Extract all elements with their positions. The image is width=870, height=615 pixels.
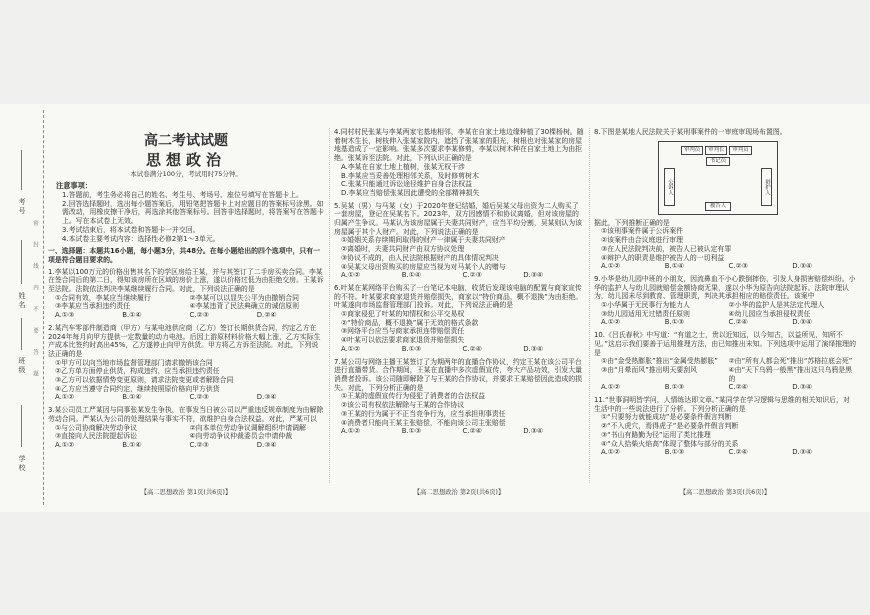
- answer-choice: D.③④: [792, 448, 813, 457]
- question-2: [48, 324, 324, 402]
- answer-choice: C.②③: [189, 311, 209, 320]
- statement-option: ①商家侵犯了叶某的知情权和公平交易权: [341, 310, 465, 319]
- statement-option: ①婚姻关系存续期间取得的财产一律属于夫妻共同财产: [341, 236, 506, 245]
- answer-choice: D.③④: [256, 393, 277, 402]
- statement-option: ④“众人拾柴火焰高”体现了整体与部分的关系: [601, 439, 739, 448]
- class-blank: [21, 318, 22, 350]
- answer-choice: D.李某应当赔偿张某因此遭受的全部精神损失: [341, 188, 480, 197]
- prosecutor-box: 公诉人: [664, 168, 675, 206]
- question-stem: 3.某公司员工严某因与同事张某发生争执，在事发当日被公司以严重违反规章制度为由解除劳动合同。严某认为公司的处理结果与事实不符，欲维护自身合法权益。对此，严某可以: [48, 406, 324, 423]
- statement-option: ②李某可以以显失公平为由撤销合同: [189, 293, 300, 302]
- page-3-column: [594, 128, 856, 461]
- notice-item: 4.本试卷主要考试内容：选择性必修2第1～3单元。: [62, 234, 220, 243]
- question-9: [594, 275, 856, 327]
- judges-bench: [681, 146, 752, 155]
- answer-choice: D.③④: [523, 271, 544, 280]
- answer-choices: [48, 311, 324, 320]
- question-stem: 5.吴某（男）与马某（女）于2020年登记结婚，婚后吴某父母出资为二人购买了一套房屋，登记在吴某名下。2023年，双方因感情不和协议离婚，但对该房屋的归属产生争议。马某认为该房屋属于夫妻共同财产，应当平均分割，吴某则认为该房屋属于其个人财产。对此，下列说法正确的是: [334, 201, 583, 236]
- answer-choice: B.①④: [664, 262, 685, 271]
- answer-choice: C.②④: [462, 344, 482, 353]
- clerk-box: 书记员: [706, 157, 730, 166]
- answer-choices: [594, 318, 856, 327]
- answer-choice: A.①③: [55, 311, 75, 320]
- question-7: [334, 358, 584, 436]
- answer-choice: C.②④: [728, 383, 748, 392]
- statement-option: ④向劳动争议仲裁委员会申请仲裁: [189, 432, 293, 441]
- statement-option: ②该公司有权依法解除与王某的合作协议: [341, 401, 465, 410]
- answer-choices: [594, 383, 856, 392]
- statement-options: [594, 357, 856, 383]
- statement-option: ②“特价商品，概不退换”属于无效的格式条款: [341, 318, 479, 327]
- answer-choice: B.①④: [122, 440, 142, 449]
- notice-item: 3.考试结束后，将本试卷和答题卡一并交回。: [62, 225, 200, 234]
- statement-options: [334, 236, 584, 271]
- question-10: [594, 331, 856, 392]
- answer-choice: A.①②: [601, 448, 621, 457]
- answer-choices: [594, 448, 856, 457]
- notice-item: 2.回答选择题时，选出每小题答案后，用铅笔把答题卡上对应题目的答案标号涂黑。如需改动，用橡皮擦干净后，再选涂其他答案标号。回答非选择题时，将答案写在答题卡上。写在本试卷上无效。: [62, 199, 324, 226]
- statement-option: ③协议不成的，由人民法院根据财产的具体情况判决: [341, 253, 499, 262]
- answer-choice: A.①②: [601, 262, 621, 271]
- answer-choices: [334, 271, 584, 280]
- answer-choice: C.②④: [728, 318, 748, 327]
- presiding-judge-box: 审判长: [705, 146, 727, 155]
- answer-choice: C.②④: [728, 448, 748, 457]
- class-label: 班级: [18, 357, 26, 375]
- statement-options: [594, 227, 856, 262]
- exam-subject: 思想政治: [145, 151, 226, 169]
- statement-option: ①王某的虚假宣传行为侵犯了消费者的合法权益: [341, 392, 485, 401]
- answer-choice: B.①④: [122, 311, 142, 320]
- answer-choice: B.①④: [401, 271, 422, 280]
- statement-option: ③直接向人民法院提起诉讼: [55, 432, 137, 441]
- answer-choice: A.①②: [601, 318, 621, 327]
- question-1: [48, 268, 324, 320]
- exam-number-label: 考号: [18, 198, 26, 216]
- answer-choice: D.③④: [523, 427, 544, 436]
- statement-option: ①与公司协商解决劳动争议: [55, 423, 137, 432]
- question-8: [594, 128, 856, 271]
- school-label: 学校: [18, 455, 26, 473]
- answer-choices: [334, 427, 584, 436]
- question-prompt: 据此，下列推断正确的是: [594, 218, 670, 227]
- statement-option: ③乙方可以依据情势变更原则，请求法院变更或者解除合同: [55, 376, 234, 385]
- statement-option: ②小华的监护人是其法定代理人: [728, 301, 825, 310]
- answer-choice: A.李某在自家土地上植树，张某无权干涉: [341, 162, 465, 171]
- statement-options: [48, 424, 324, 441]
- statement-option: ③在人民法院判决前，被告人已被认定有罪: [601, 244, 732, 253]
- statement-option: ②“不入虎穴，焉得虎子”是必要条件假言判断: [601, 422, 739, 431]
- notice-item: 1.答题前，考生务必将自己的姓名、考生号、考场号、座位号填写在答题卡上。: [62, 191, 303, 199]
- answer-choice: A.①②: [341, 427, 361, 436]
- answer-choice: C.张某只能通过诉讼途径维护自身合法权益: [341, 180, 473, 189]
- notice-heading: 注意事项：: [56, 181, 92, 190]
- question-5: [334, 202, 584, 280]
- statement-option: ②由“所有人都会死”推出“苏格拉底会死”: [728, 357, 853, 366]
- answer-choices: [48, 441, 324, 450]
- question-4: [334, 128, 584, 198]
- answer-choice: C.②④: [462, 427, 482, 436]
- statement-option: ③李某应当承担违约责任: [55, 302, 131, 311]
- exam-title: 高二考试试题: [144, 133, 228, 149]
- answer-choice: B.①③: [664, 383, 685, 392]
- student-name-label: 姓名: [18, 292, 26, 310]
- statement-option: ④吴某父母出资购买的房屋应当视为对马某个人的赠与: [341, 262, 506, 271]
- answer-choice: B.①③: [664, 448, 685, 457]
- answer-choice: D.②④: [256, 311, 277, 320]
- answer-choice: B.①③: [401, 427, 422, 436]
- statement-option: ②向本单位劳动争议调解组织申请调解: [189, 423, 306, 432]
- statement-options: [334, 310, 584, 345]
- statement-option: ④幼儿园应当承担侵权责任: [728, 309, 811, 318]
- statement-option: ④乙方应当遵守合同约定，继续按照原价格向甲方供货: [55, 384, 220, 393]
- student-name-blank: [21, 240, 22, 284]
- section-heading: 一、选择题：本题共16小题，每小题3分，共48分。在每小题给出的四个选项中，只有一项是符合题目要求的。: [48, 247, 321, 264]
- statement-option: ④由“天下乌鸦一般黑”推出这只乌鸦是黑的: [728, 365, 853, 383]
- statement-option: ①“只要努力就能成功”是必要条件假言判断: [601, 413, 732, 422]
- statement-options: [48, 359, 324, 394]
- question-3: [48, 406, 324, 450]
- answer-choice: A.①②: [601, 383, 621, 392]
- answer-choices: [48, 393, 324, 402]
- statement-options: [48, 294, 324, 311]
- question-stem: 8.下图是某地人民法院关于某刑事案件的一审庭审现场布置图。: [594, 128, 787, 136]
- answer-choice: B.李某应当妥善处理相邻关系，及时修剪树木: [341, 171, 479, 180]
- question-stem: 4.同村村民张某与李某两家宅基地相邻，李某在自家土地边缘种植了30棵杨树。随着树木生长，树枝伸入张某家院内，遮挡了张某家的阳光，树根也对张某家的房屋地基造成了一定影响。张某多次要求李某修剪，李某以树木种在自家土地上为由拒绝。张某诉至法院。对此，下列认识正确的是: [334, 128, 584, 163]
- answer-choice: D.③④: [792, 262, 813, 271]
- seal-line-notice: 密封线内不要答题: [32, 220, 38, 392]
- exam-number-blank: [21, 150, 22, 190]
- answer-choice: D.③④: [256, 440, 277, 449]
- statement-option: ①甲方可以向当地市场监督管理部门请求撤销该合同: [55, 358, 213, 367]
- question-6: [334, 284, 584, 354]
- answer-choice: D.③④: [792, 318, 813, 327]
- answer-choice: B.①③: [664, 318, 685, 327]
- judge-box: 审判员: [729, 146, 751, 155]
- answer-choice: C.②③: [728, 262, 748, 271]
- school-blank: [21, 405, 22, 447]
- question-stem: 2.某汽车零部件制造商（甲方）与某电池供应商（乙方）签订长期供货合同，约定乙方在2024年每月向甲方提供一定数量的动力电池。后因上游原材料价格大幅上涨，乙方实际生产成本比签约时高出45%，乙方遂停止向甲方供货。甲方将乙方诉至法院。对此，下列说法正确的是: [48, 323, 321, 358]
- answer-choice: A.①②: [341, 344, 361, 353]
- statement-option: ②该案件由合议庭进行审理: [601, 236, 683, 245]
- answer-choice: C.②③: [462, 271, 482, 280]
- question-stem: 1.李某以100万元的价格出售其名下的学区房给王某，并与其签订了二手房买卖合同。李某在签合同后的第二日，得知该房所在区域的房价上涨，遂以价格过低为由拒绝交房。王某诉至法院。法院依法判决李某继续履行合同。对此，下列说法正确的是: [48, 267, 324, 294]
- statement-option: ②乙方单方面停止供货，构成违约，应当承担违约责任: [55, 367, 220, 376]
- answer-choice: B.①④: [122, 393, 142, 402]
- statement-option: ④叶某可以依法要求商家退货并赔偿损失: [341, 336, 465, 345]
- statement-options: [334, 392, 584, 427]
- answer-choice: C.②③: [189, 393, 209, 402]
- page-footer: 【高二思想政治 第2页(共6页)】: [413, 489, 505, 496]
- statement-options: [594, 301, 856, 318]
- statement-option: ①小华属于无民事行为能力人: [601, 301, 690, 310]
- statement-option: ③由“月晕而风”推出明天要刮风: [601, 365, 698, 374]
- statement-option: ①合同有效，李某应当继续履行: [55, 293, 151, 302]
- statement-option: ④消费者只能向王某主张赔偿，不能向该公司主张赔偿: [341, 418, 506, 427]
- statement-option: ④李某违背了民法典确立的诚信原则: [189, 302, 300, 311]
- answer-choice: A.①②: [55, 440, 75, 449]
- question-stem: 7.某公司与网络主播王某签订了为期两年的直播合作协议，约定王某在该公司平台进行直播带货。合作期间，王某在直播中多次虚假宣传，夸大产品功效，引发大量消费者投诉。该公司随即解除了与王某的合作协议，并要求王某赔偿因此造成的损失。对此，下列分析正确的是: [334, 357, 583, 392]
- answer-choice: D.③④: [523, 344, 544, 353]
- answer-choice: C.②③: [189, 440, 209, 449]
- answer-choice: A.①②: [341, 271, 361, 280]
- question-stem: 11.“世事洞明皆学问，人情练达即文章。”某同学在学习逻辑与思维的相关知识后，对生活中的一些说法进行了分析。下列分析正确的是: [594, 396, 850, 413]
- page-footer: 【高二思想政治 第3页(共6页)】: [679, 489, 771, 496]
- question-stem: 6.叶某在某网络平台购买了一台笔记本电脑，收货后发现该电脑的配置与商家宣传的不符。叶某要求商家退货并赔偿损失，商家以“特价商品，概不退换”为由拒绝。叶某遂向市场监督管理部门投诉。对此，下列说法正确的是: [334, 283, 583, 310]
- answer-choice: B.①③: [401, 344, 422, 353]
- statement-options: [594, 413, 856, 448]
- statement-option: ④辩护人的职责是维护被告人的一切利益: [601, 253, 725, 262]
- binding-dashed-line: [43, 110, 44, 505]
- statement-option: ③幼儿园适用无过错责任原则: [601, 309, 690, 318]
- answer-choice: A.①②: [55, 393, 75, 402]
- statement-option: ③“书山有路勤为径”运用了类比推理: [601, 430, 711, 439]
- exam-meta: 本试卷满分100分，考试用时75分钟。: [130, 170, 242, 178]
- courtroom-layout-diagram: [658, 141, 778, 215]
- answer-choices: [334, 345, 584, 354]
- column-divider: [329, 128, 330, 483]
- choice-options: [334, 163, 584, 198]
- question-stem: 10.《吕氏春秋》中写道：“有道之士，贵以近知远，以今知古，以益所见，知所不见。”这启示我们要善于运用推理方法，由已知推出未知。下列选项中运用了演绎推理的是: [594, 331, 856, 357]
- page-2-column: [334, 128, 584, 440]
- page-1-column: [48, 128, 324, 454]
- page-footer: 【高二思想政治 第1页(共6页)】: [140, 489, 232, 496]
- statement-option: ②离婚时，夫妻共同财产由双方协议处理: [341, 245, 465, 254]
- statement-option: ③网络平台应当与商家承担连带赔偿责任: [341, 327, 465, 336]
- answer-choice: D.③④: [792, 383, 813, 392]
- column-divider: [589, 128, 590, 483]
- question-stem: 9.小华是幼儿园中班的小朋友，因流鼻血不小心跌倒摔伤，引发人身损害赔偿纠纷。小华的监护人与幼儿园就赔偿金额协商无果，遂以小华为原告向法院起诉。法院审理认为，幼儿园未尽到教育、管理职责，判决其承担相应的赔偿责任。该案中: [594, 274, 856, 301]
- statement-option: ①由“金受热膨胀”推出“金属受热膨胀”: [601, 357, 718, 366]
- statement-option: ③王某的行为属于不正当竞争行为，应当承担刑事责任: [341, 409, 506, 418]
- answer-choices: [594, 262, 856, 271]
- statement-option: ①该刑事案件属于公诉案件: [601, 227, 683, 236]
- defendant-box: 被告人: [705, 202, 731, 211]
- question-11: [594, 396, 856, 457]
- judge-box: 审判员: [681, 146, 703, 155]
- defender-box: 辩护人: [761, 168, 772, 206]
